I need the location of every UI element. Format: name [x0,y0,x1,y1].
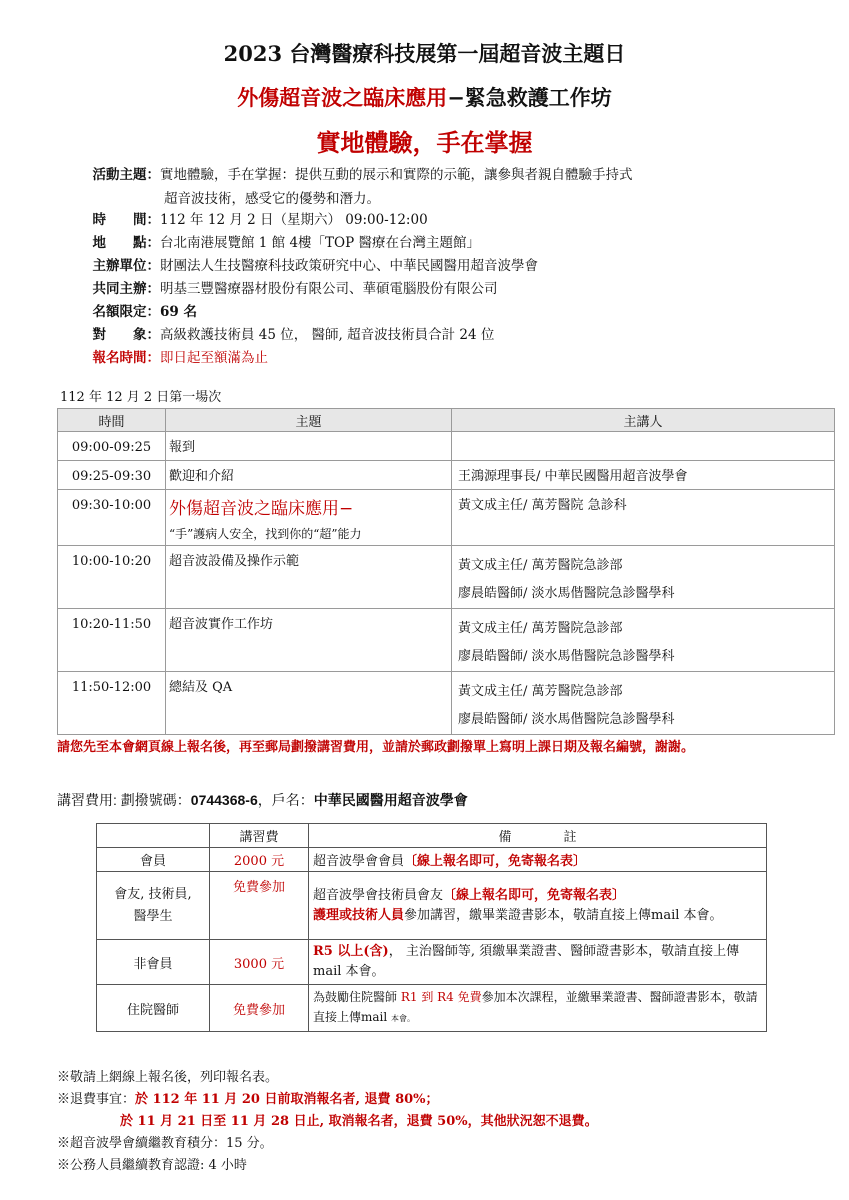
table-row [58,461,835,490]
row-speaker [452,432,835,461]
fee-prefix: 講習費用: 劃撥號碼： [57,792,191,808]
note-text: 為鼓勵住院醫師 [313,990,401,1004]
fee-account: 0744368-6 [190,792,258,808]
subtitle-red: 外傷超音波之臨床應用 [237,85,448,110]
theme-label: 活動主題： [92,167,160,183]
quota-label: 名額限定： [92,304,160,320]
fee-type: 會員 [97,848,210,872]
info-signup [74,348,268,368]
row-topic: 報到 [166,432,452,461]
header-topic: 主題 [166,409,452,432]
table-row [97,940,767,985]
fee-type-line1: 會友, 技術員, [114,886,192,902]
fee-price: 免費參加 [210,872,309,940]
info-organizer [74,256,538,276]
info-coorganizer [74,279,498,299]
coorganizer-label: 共同主辦： [92,281,160,297]
footer-line-1: ※敬請上網線上報名後，列印報名表。 [57,1070,279,1085]
speaker-1: 黃文成主任/ 萬芳醫院急診部 [458,558,623,573]
header-time: 時間 [58,409,166,432]
note-highlight: R1 到 R4 免費 [400,990,482,1004]
speaker-2: 廖晨皓醫師/ 淡水馬偕醫院急診醫學科 [458,712,675,727]
time-label: 時 間： [92,212,160,228]
theme-value-cont: 超音波技術，感受它的優勢和潛力。 [164,191,380,207]
fee-header-note: 備 註 [309,824,767,848]
note-text: 參加本次課程，並繳畢業證書、醫師證書影本，敬請直接上傳mail [313,990,758,1024]
quota-value: 69 名 [160,304,197,320]
refund-prefix: ※退費事宜： [57,1092,136,1107]
table-row [58,672,835,735]
footer-line-4: ※超音波學會續繼教育積分：15 分。 [57,1136,273,1151]
info-target [74,325,494,345]
schedule-header-row [58,409,835,432]
signup-label: 報名時間： [92,350,160,366]
note-highlight: R5 以上(含) [313,944,389,959]
row-speaker [452,609,835,672]
fee-line [57,790,468,810]
signup-value: 即日起至額滿為止 [160,350,268,366]
place-value: 台北南港展覽館 1 館 4樓「TOP 醫療在台灣主題館」 [160,235,480,251]
fee-note [309,985,767,1032]
note-small: 本會。 [391,1014,416,1023]
organizer-label: 主辦單位： [92,258,160,274]
fee-price: 免費參加 [210,985,309,1032]
row-time: 10:00-10:20 [58,546,166,609]
target-label: 對 象： [92,327,160,343]
row-topic: 歡迎和介紹 [166,461,452,490]
fee-type: 住院醫師 [97,985,210,1032]
subtitle-rest: −緊急救護工作坊 [447,85,612,110]
table-row [58,432,835,461]
fee-account-name: 中華民國醫用超音波學會 [313,792,468,808]
header-speaker: 主講人 [452,409,835,432]
fee-header-price: 講習費 [210,824,309,848]
footer-line-5: ※公務人員繼續教育認證: 4 小時 [57,1158,247,1173]
row-topic: 總結及 QA [166,672,452,735]
time-value: 112 年 12 月 2 日（星期六） 09:00-12:00 [160,212,428,228]
fee-type [97,872,210,940]
row-time: 09:00-09:25 [58,432,166,461]
table-row [58,609,835,672]
note-text: 超音波學會會員 [313,854,405,869]
fee-note [309,872,767,940]
row-speaker [452,672,835,735]
table-row [97,872,767,940]
row-speaker: 黃文成主任/ 萬芳醫院 急診科 [452,490,835,546]
fee-note [309,848,767,872]
row-topic [166,490,452,546]
place-label: 地 點： [92,235,160,251]
target-value: 高級救護技術員 45 位， 醫師, 超音波技術員合計 24 位 [160,327,495,343]
refund-80: 於 112 年 11 月 20 日前取消報名者, 退費 80%； [135,1092,439,1107]
info-place [74,233,480,253]
schedule-table [57,408,835,735]
info-quota [74,302,197,322]
topic-highlight: 外傷超音波之臨床應用− [169,499,354,519]
note-highlight: 護理或技術人員 [313,907,405,923]
note-text: 參加講習，繳畢業證書影本，敬請直接上傳mail 本會。 [404,907,723,923]
coorganizer-value: 明基三豐醫療器材股份有限公司、華碩電腦股份有限公司 [160,281,498,297]
info-time [74,210,428,230]
fee-price: 2000 元 [210,848,309,872]
row-time: 09:25-09:30 [58,461,166,490]
note-text: 超音波學會技術員會友 [313,887,444,903]
speaker-2: 廖晨皓醫師/ 淡水馬偕醫院急診醫學科 [458,649,675,664]
table-row [58,546,835,609]
registration-notice: 請您先至本會網頁線上報名後，再至郵局劃撥講習費用，並請於郵政劃撥單上寫明上課日期及報名編號，謝謝。 [57,740,695,755]
fee-middle: ，戶名： [257,792,314,808]
page-title: 2023 台灣醫療科技展第一屆超音波主題日 [223,41,626,66]
note-highlight: 〔線上報名即可，免寄報名表〕 [443,887,626,903]
info-theme [74,165,633,185]
table-row [97,985,767,1032]
row-topic: 超音波設備及操作示範 [166,546,452,609]
fee-type: 非會員 [97,940,210,985]
row-time: 10:20-11:50 [58,609,166,672]
speaker-1: 黃文成主任/ 萬芳醫院急診部 [458,621,623,636]
note-text: ， 主治醫師等, 須繳畢業證書、醫師證書影本，敬請直接上傳 mail 本會。 [313,944,740,979]
fee-note [309,940,767,985]
fee-table [96,823,767,1032]
speaker-1: 黃文成主任/ 萬芳醫院急診部 [458,684,623,699]
fee-type-line2: 醫學生 [133,908,173,924]
table-row [97,848,767,872]
theme-value: 實地體驗，手在掌握：提供互動的展示和實際的示範，讓參與者親自體驗手持式 [160,167,633,183]
table-row [58,490,835,546]
organizer-value: 財團法人生技醫療科技政策研究中心、中華民國醫用超音波學會 [160,258,538,274]
row-topic: 超音波實作工作坊 [166,609,452,672]
footer-line-2 [57,1090,439,1110]
slogan: 實地體驗，手在掌握 [316,128,533,157]
row-speaker: 王鴻源理事長/ 中華民國醫用超音波學會 [452,461,835,490]
fee-header-type [97,824,210,848]
speaker-2: 廖晨皓醫師/ 淡水馬偕醫院急診醫學科 [458,586,675,601]
footer-line-3 [120,1112,598,1132]
note-highlight: 〔線上報名即可，免寄報名表〕 [404,854,587,869]
row-speaker [452,546,835,609]
fee-header-row [97,824,767,848]
fee-price: 3000 元 [210,940,309,985]
row-time: 11:50-12:00 [58,672,166,735]
session-title: 112 年 12 月 2 日第一場次 [60,390,222,405]
page-subtitle [0,82,849,112]
topic-subtitle: “手”護病人安全，找到你的“超”能力 [169,527,362,541]
row-time: 09:30-10:00 [58,490,166,546]
refund-50: 於 11 月 21 日至 11 月 28 日止, 取消報名者，退費 50%，其他狀況恕不退費。 [120,1114,598,1129]
